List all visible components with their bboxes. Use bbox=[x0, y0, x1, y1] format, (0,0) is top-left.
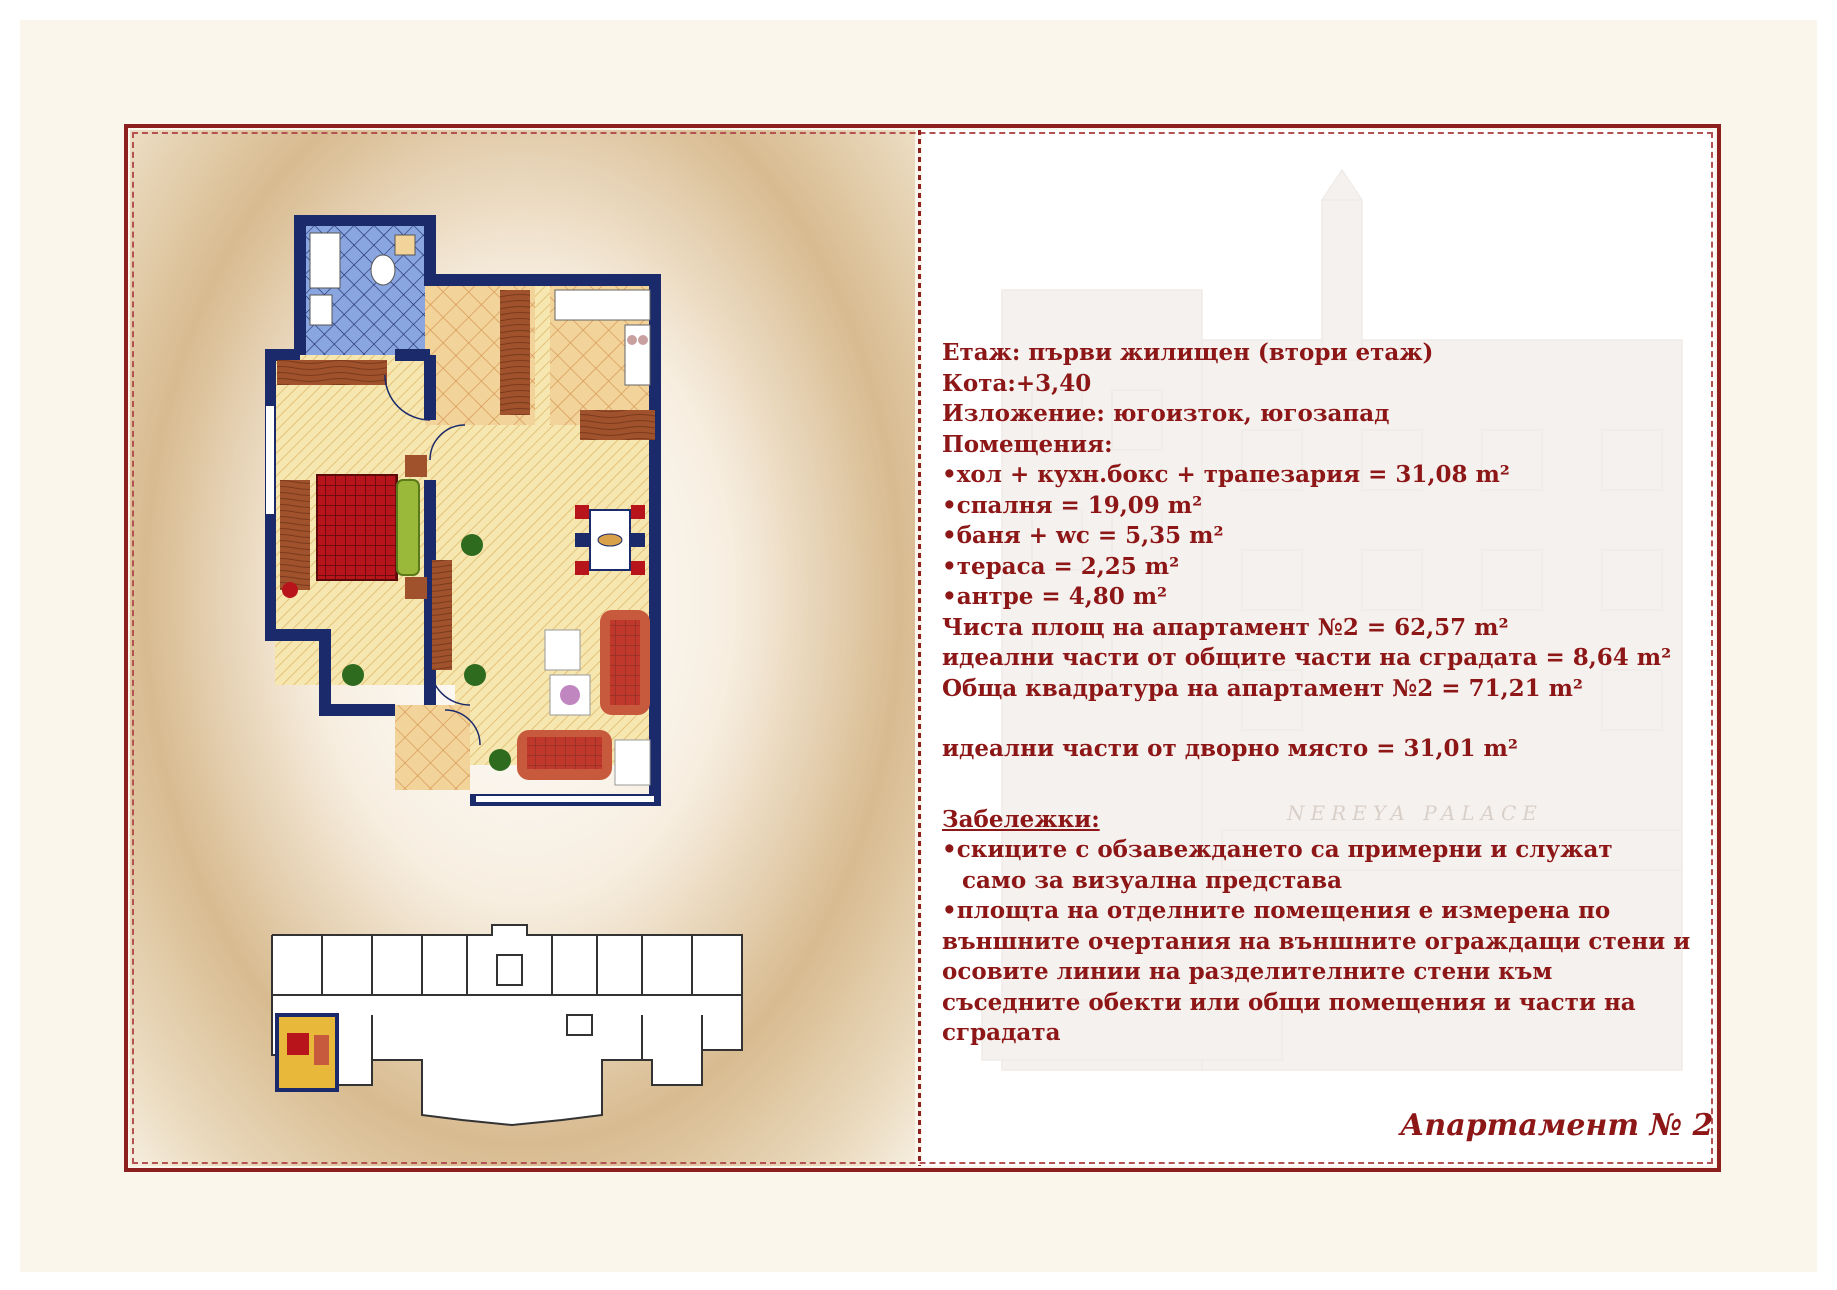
room-item: • баня + wc = 5,35 m² bbox=[942, 521, 1702, 552]
bedroom-chair bbox=[282, 582, 298, 598]
living-shelf bbox=[432, 560, 452, 670]
dining-table bbox=[575, 505, 645, 575]
floor-info: Етаж: първи жилищен (втори етаж) bbox=[942, 339, 1434, 366]
bedroom-wardrobe bbox=[277, 360, 387, 385]
yard-parts: идеални части от дворно място = 31,01 m² bbox=[942, 735, 1518, 762]
apartment-info bbox=[942, 338, 1702, 1049]
terrace-floor bbox=[395, 705, 470, 790]
room-item: • антре = 4,80 m² bbox=[942, 582, 1702, 613]
note-line: сградата bbox=[942, 1019, 1061, 1046]
building-key-plan bbox=[262, 915, 762, 1135]
apartment-title: Апартамент № 2 bbox=[1400, 1108, 1714, 1143]
flower-vase bbox=[560, 685, 580, 705]
stove bbox=[625, 325, 650, 385]
bed-headboard bbox=[397, 480, 419, 575]
armchair-sofa bbox=[517, 730, 612, 780]
tv-stand bbox=[615, 740, 650, 785]
living-room-window bbox=[475, 795, 655, 803]
notes-heading: Забележки: bbox=[942, 805, 1100, 833]
entrance-wardrobe bbox=[500, 290, 530, 415]
apartment-2-highlight bbox=[277, 1015, 337, 1090]
note-line: съседните обекти или общи помещения и части на bbox=[942, 988, 1636, 1016]
room-item: • хол + кухн.бокс + трапезария = 31,08 m² bbox=[942, 460, 1702, 491]
panel-divider bbox=[918, 130, 921, 1166]
bath-sink bbox=[310, 295, 332, 325]
bedroom-window bbox=[265, 405, 275, 515]
total-area: Обща квадратура на апартамент №2 = 71,21 m² bbox=[942, 674, 1584, 702]
watermark-text: NEREYA PALACE bbox=[1287, 801, 1543, 825]
level-info: Кота:+3,40 bbox=[942, 369, 1092, 397]
rooms-heading: Помещения: bbox=[942, 430, 1113, 458]
room-item: • тераса = 2,25 m² bbox=[942, 552, 1702, 583]
note-line: • площта на отделните помещения е измерена по bbox=[942, 896, 1702, 927]
sofa bbox=[600, 610, 650, 715]
apartment-floor-plan bbox=[265, 215, 785, 815]
orientation-info: Изложение: югоизток, югозапад bbox=[942, 400, 1390, 427]
coffee-table bbox=[545, 630, 580, 670]
bedroom-desk bbox=[280, 480, 310, 590]
kitchen-counter bbox=[555, 290, 650, 320]
shower bbox=[310, 233, 340, 288]
kitchen-bar bbox=[580, 410, 655, 440]
note-line: осовите линии на разделителните стени към bbox=[942, 958, 1553, 985]
room-item: • спалня = 19,09 m² bbox=[942, 491, 1702, 522]
note-line: • скиците с обзавеждането са примерни и служат bbox=[942, 835, 1702, 866]
toilet bbox=[371, 255, 395, 285]
bath-cabinet bbox=[395, 235, 415, 255]
note-line: външните очертания на външните ограждащи стени и bbox=[942, 927, 1691, 955]
common-parts: идеални части от общите части на сградата = 8,64 m² bbox=[942, 644, 1672, 671]
note-line: само за визуална представа bbox=[962, 866, 1343, 894]
bed bbox=[317, 475, 397, 580]
net-area: Чиста площ на апартамент №2 = 62,57 m² bbox=[942, 613, 1509, 641]
